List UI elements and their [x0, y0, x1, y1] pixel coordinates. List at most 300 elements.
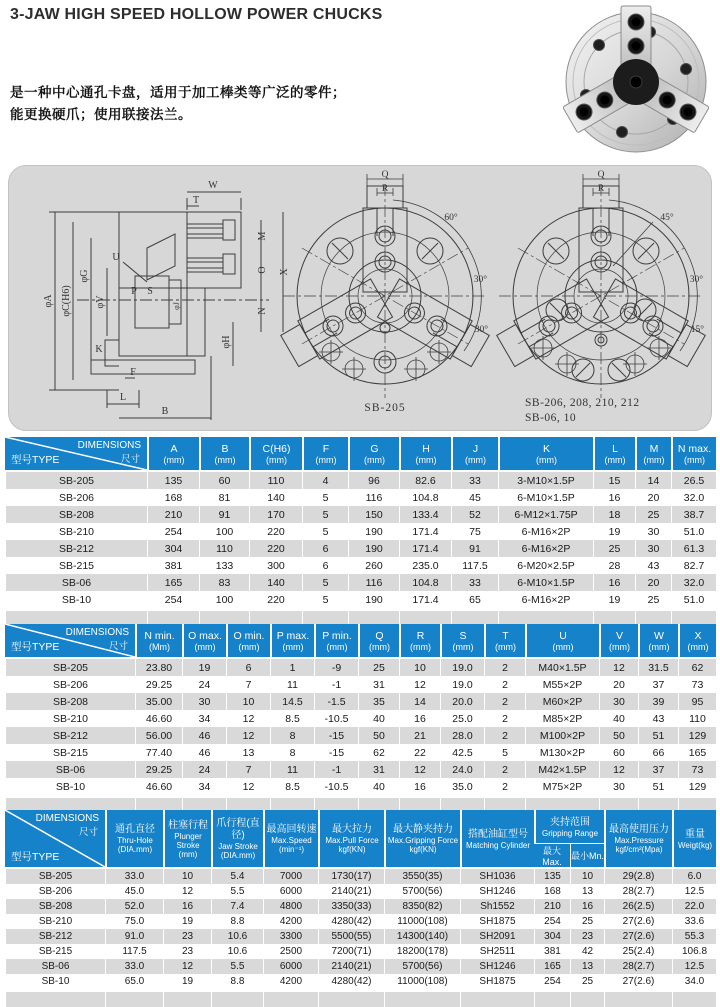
value-cell: 28.0 — [440, 727, 484, 744]
specifications-table — [5, 810, 716, 1007]
value-cell: 2 — [484, 657, 525, 676]
model-cell: SB-210 — [5, 523, 147, 540]
value-cell: 30 — [635, 523, 671, 540]
value-cell: 12 — [399, 676, 440, 693]
value-cell: 133.4 — [399, 506, 451, 523]
value-cell: 28 — [593, 557, 635, 574]
table-row — [5, 489, 716, 506]
value-cell: 170 — [249, 506, 302, 523]
svg-text:30°: 30° — [473, 275, 487, 285]
model-cell: SB-10 — [5, 778, 135, 795]
value-cell: 140 — [249, 574, 302, 591]
svg-text:K: K — [95, 344, 103, 355]
table-row — [5, 944, 716, 959]
value-cell: 165 — [678, 744, 716, 761]
value-cell: 11 — [270, 761, 314, 778]
model-cell: SB-212 — [5, 540, 147, 557]
model-cell: SB-215 — [5, 744, 135, 761]
table-row — [5, 727, 716, 744]
value-cell: 6-M10×1.5P — [498, 489, 593, 506]
value-cell: 25 — [570, 974, 604, 989]
value-cell: 51.0 — [671, 523, 716, 540]
value-cell: 52.0 — [105, 899, 163, 914]
value-cell: 23 — [163, 929, 211, 944]
caption-line-1: SB-206, 208, 210, 212 — [525, 397, 640, 409]
page-title: 3-JAW HIGH SPEED HOLLOW POWER CHUCKS — [10, 6, 383, 23]
value-cell: 8.5 — [270, 710, 314, 727]
front-view-sb206 — [495, 170, 707, 400]
svg-text:φH: φH — [221, 335, 232, 349]
value-cell: -1.5 — [314, 693, 358, 710]
value-cell: 25 — [593, 540, 635, 557]
value-cell: 18 — [593, 506, 635, 523]
table-row — [5, 710, 716, 727]
value-cell: 24.0 — [440, 761, 484, 778]
value-cell: 14 — [399, 693, 440, 710]
value-cell: 2140(21) — [318, 959, 384, 974]
value-cell: 25(2.4) — [604, 944, 672, 959]
value-cell: 33 — [451, 470, 498, 489]
value-cell: 33 — [451, 574, 498, 591]
value-cell: 11000(108) — [384, 914, 460, 929]
column-header-pull-force: 最大拉力 Max.Pull Force kgf(KN) — [318, 810, 384, 867]
model-cell: SB-210 — [5, 914, 105, 929]
value-cell: 2 — [484, 710, 525, 727]
value-cell: 12 — [163, 959, 211, 974]
value-cell: 100 — [199, 591, 249, 608]
column-header: N max. (mm) — [671, 437, 716, 470]
value-cell: 10.6 — [211, 929, 263, 944]
value-cell: 165 — [534, 959, 570, 974]
value-cell: 32.0 — [671, 489, 716, 506]
value-cell: 19.0 — [440, 676, 484, 693]
empty-cell — [460, 989, 534, 1007]
value-cell: 171.4 — [399, 591, 451, 608]
value-cell: 110 — [249, 470, 302, 489]
value-cell: 12 — [599, 761, 638, 778]
value-cell: -1 — [314, 761, 358, 778]
value-cell: 10 — [226, 693, 270, 710]
dimensions-table-2 — [5, 624, 716, 815]
column-header: J (mm) — [451, 437, 498, 470]
value-cell: 2 — [484, 693, 525, 710]
svg-text:F: F — [130, 367, 136, 378]
value-cell: SH1036 — [460, 867, 534, 884]
value-cell: 129 — [678, 778, 716, 795]
value-cell: 110 — [199, 540, 249, 557]
value-cell: 1 — [270, 657, 314, 676]
corner-dimensions-label: DIMENSIONS — [77, 440, 141, 451]
value-cell: 300 — [249, 557, 302, 574]
value-cell: 220 — [249, 523, 302, 540]
value-cell: 28(2.7) — [604, 959, 672, 974]
model-cell: SB-208 — [5, 506, 147, 523]
column-header: L (mm) — [593, 437, 635, 470]
value-cell: 7 — [226, 761, 270, 778]
table-row — [5, 914, 716, 929]
model-cell: SB-208 — [5, 693, 135, 710]
value-cell: 30 — [599, 778, 638, 795]
value-cell: 22 — [399, 744, 440, 761]
value-cell: 25 — [570, 914, 604, 929]
empty-row — [5, 989, 716, 1007]
empty-cell — [604, 989, 672, 1007]
table-body — [5, 867, 716, 1007]
value-cell: 6 — [226, 657, 270, 676]
column-header: P min. (mm) — [314, 624, 358, 657]
column-header-jaw-stroke: 爪行程(直径) Jaw Stroke (DIA.mm) — [211, 810, 263, 867]
value-cell: 7200(71) — [318, 944, 384, 959]
value-cell: 7 — [226, 676, 270, 693]
table-row — [5, 574, 716, 591]
description-text — [10, 82, 346, 126]
svg-text:Q: Q — [597, 170, 605, 180]
front-view-caption-sb206 — [525, 396, 715, 426]
column-header: H (mm) — [399, 437, 451, 470]
empty-cell — [534, 989, 570, 1007]
value-cell: 190 — [348, 540, 399, 557]
svg-text:30°: 30° — [689, 275, 703, 285]
value-cell: 27(2.6) — [604, 929, 672, 944]
empty-cell — [5, 989, 105, 1007]
value-cell: 20 — [635, 574, 671, 591]
value-cell: 22.0 — [672, 899, 716, 914]
value-cell: -15 — [314, 744, 358, 761]
value-cell: 37 — [638, 761, 678, 778]
model-cell: SB-212 — [5, 929, 105, 944]
value-cell: 4200 — [263, 914, 318, 929]
value-cell: SH2511 — [460, 944, 534, 959]
table-row — [5, 884, 716, 899]
svg-text:N: N — [257, 307, 268, 315]
value-cell: 381 — [534, 944, 570, 959]
column-header-weight: 重量 Weigt(kg) — [672, 810, 716, 867]
value-cell: 20.0 — [440, 693, 484, 710]
value-cell: 20 — [599, 676, 638, 693]
table-row — [5, 693, 716, 710]
value-cell: 42 — [570, 944, 604, 959]
caption-line-2: SB-06, 10 — [525, 412, 577, 424]
value-cell: 168 — [534, 884, 570, 899]
value-cell: 6000 — [263, 884, 318, 899]
value-cell: 190 — [348, 523, 399, 540]
value-cell: 23 — [570, 929, 604, 944]
value-cell: 117.5 — [105, 944, 163, 959]
value-cell: 62 — [678, 657, 716, 676]
model-cell: SB-10 — [5, 974, 105, 989]
value-cell: 11 — [270, 676, 314, 693]
svg-text:Q: Q — [381, 170, 389, 180]
value-cell: 2 — [484, 727, 525, 744]
svg-text:X: X — [279, 268, 290, 276]
value-cell: 65.0 — [105, 974, 163, 989]
value-cell: 2500 — [263, 944, 318, 959]
value-cell: 43 — [638, 710, 678, 727]
value-cell: 12.5 — [672, 959, 716, 974]
front-view-caption-sb205: SB-205 — [364, 402, 406, 414]
corner-type-label: 型号TYPE — [11, 641, 60, 653]
description-line-2: 能更换硬爪；使用联接法兰。 — [10, 107, 192, 122]
value-cell: 254 — [534, 914, 570, 929]
value-cell: 66 — [638, 744, 678, 761]
value-cell: 25.0 — [440, 710, 484, 727]
value-cell: 16 — [593, 489, 635, 506]
value-cell: 15 — [593, 470, 635, 489]
header-row — [5, 624, 716, 657]
table-row — [5, 523, 716, 540]
value-cell: 39 — [638, 693, 678, 710]
column-header-matching-cylinder: 搭配油缸型号 Matching Cylinder — [460, 810, 534, 867]
value-cell: 5 — [302, 506, 348, 523]
value-cell: 260 — [348, 557, 399, 574]
value-cell: 106.8 — [672, 944, 716, 959]
product-photo — [542, 0, 720, 158]
svg-text:φG: φG — [79, 269, 90, 283]
empty-cell — [163, 989, 211, 1007]
value-cell: 6000 — [263, 959, 318, 974]
value-cell: 18200(178) — [384, 944, 460, 959]
corner-dimensions-label: DIMENSIONS — [65, 627, 129, 638]
value-cell: 8.5 — [270, 778, 314, 795]
model-cell: SB-215 — [5, 557, 147, 574]
value-cell: -10.5 — [314, 710, 358, 727]
table-row — [5, 974, 716, 989]
value-cell: 40 — [358, 778, 399, 795]
value-cell: 129 — [678, 727, 716, 744]
value-cell: 3300 — [263, 929, 318, 944]
value-cell: 65 — [451, 591, 498, 608]
value-cell: 37 — [638, 676, 678, 693]
table-row — [5, 540, 716, 557]
model-cell: SB-206 — [5, 676, 135, 693]
value-cell: 35 — [358, 693, 399, 710]
value-cell: 25 — [358, 657, 399, 676]
column-header: W (mm) — [638, 624, 678, 657]
value-cell: 32.0 — [671, 574, 716, 591]
svg-text:φV: φV — [95, 295, 106, 309]
column-header-gripping-force: 最大静夹持力 Max.Gripping Force kgf(KN) — [384, 810, 460, 867]
value-cell: 16 — [163, 899, 211, 914]
value-cell: 19 — [182, 657, 226, 676]
value-cell: 2 — [484, 676, 525, 693]
value-cell: 31.5 — [638, 657, 678, 676]
value-cell: 4800 — [263, 899, 318, 914]
value-cell: 8 — [270, 727, 314, 744]
value-cell: M60×2P — [525, 693, 599, 710]
value-cell: 45.0 — [105, 884, 163, 899]
subcolumn-max: 最大Max. — [534, 843, 570, 867]
value-cell: 40 — [358, 710, 399, 727]
column-header: A (mm) — [147, 437, 199, 470]
value-cell: 5700(56) — [384, 884, 460, 899]
value-cell: SH1875 — [460, 914, 534, 929]
value-cell: 52 — [451, 506, 498, 523]
column-header: S (mm) — [440, 624, 484, 657]
value-cell: 12 — [163, 884, 211, 899]
value-cell: SH2091 — [460, 929, 534, 944]
value-cell: 5.4 — [211, 867, 263, 884]
value-cell: M42×1.5P — [525, 761, 599, 778]
model-cell: SB-06 — [5, 761, 135, 778]
value-cell: 33.0 — [105, 867, 163, 884]
value-cell: 12 — [399, 761, 440, 778]
value-cell: 51 — [638, 727, 678, 744]
value-cell: 3350(33) — [318, 899, 384, 914]
value-cell: 83 — [199, 574, 249, 591]
value-cell: M130×2P — [525, 744, 599, 761]
column-header: C(H6) (mm) — [249, 437, 302, 470]
table-row — [5, 761, 716, 778]
table-row — [5, 959, 716, 974]
value-cell: 6 — [302, 540, 348, 557]
value-cell: 61.3 — [671, 540, 716, 557]
model-cell: SB-205 — [5, 657, 135, 676]
model-cell: SB-205 — [5, 867, 105, 884]
value-cell: 50 — [599, 727, 638, 744]
value-cell: 150 — [348, 506, 399, 523]
empty-cell — [263, 989, 318, 1007]
svg-text:15°: 15° — [690, 325, 704, 335]
column-header: O min. (mm) — [226, 624, 270, 657]
value-cell: 254 — [147, 523, 199, 540]
table-body — [5, 470, 716, 628]
svg-text:B: B — [161, 406, 169, 417]
svg-text:φA: φA — [43, 294, 54, 308]
value-cell: 254 — [534, 974, 570, 989]
column-header: O max. (mm) — [182, 624, 226, 657]
value-cell: 8350(82) — [384, 899, 460, 914]
value-cell: 220 — [249, 591, 302, 608]
corner-size-label: 尺寸 — [120, 454, 140, 465]
value-cell: 5.5 — [211, 884, 263, 899]
value-cell: 381 — [147, 557, 199, 574]
value-cell: 23.80 — [135, 657, 182, 676]
value-cell: 14300(140) — [384, 929, 460, 944]
value-cell: 6-M16×2P — [498, 523, 593, 540]
empty-cell — [384, 989, 460, 1007]
value-cell: 20 — [635, 489, 671, 506]
column-header: P max. (mm) — [270, 624, 314, 657]
table-row — [5, 929, 716, 944]
value-cell: 210 — [147, 506, 199, 523]
value-cell: 110 — [678, 710, 716, 727]
table-row — [5, 657, 716, 676]
value-cell: 6 — [302, 557, 348, 574]
value-cell: 19 — [593, 591, 635, 608]
value-cell: M75×2P — [525, 778, 599, 795]
value-cell: 16 — [593, 574, 635, 591]
value-cell: 13 — [570, 884, 604, 899]
svg-text:T: T — [192, 195, 200, 206]
section-labels — [43, 180, 290, 417]
svg-text:M: M — [257, 231, 268, 241]
empty-cell — [570, 989, 604, 1007]
value-cell: 2140(21) — [318, 884, 384, 899]
value-cell: 27(2.6) — [604, 974, 672, 989]
value-cell: 5.5 — [211, 959, 263, 974]
value-cell: 29.25 — [135, 676, 182, 693]
value-cell: 6-M20×2.5P — [498, 557, 593, 574]
value-cell: 7.4 — [211, 899, 263, 914]
svg-text:R: R — [381, 184, 389, 194]
value-cell: 27(2.6) — [604, 914, 672, 929]
column-header-max-speed: 最高回转速 Max.Speed (min⁻¹) — [263, 810, 318, 867]
model-cell: SB-205 — [5, 470, 147, 489]
svg-text:60°: 60° — [444, 213, 458, 223]
table-row — [5, 867, 716, 884]
model-cell: SB-215 — [5, 944, 105, 959]
value-cell: 12 — [226, 727, 270, 744]
value-cell: 10 — [570, 867, 604, 884]
value-cell: 6-M10×1.5P — [498, 574, 593, 591]
value-cell: 254 — [147, 591, 199, 608]
model-cell: SB-206 — [5, 884, 105, 899]
value-cell: 6-M12×1.75P — [498, 506, 593, 523]
value-cell: 60 — [199, 470, 249, 489]
value-cell: 168 — [147, 489, 199, 506]
column-header-gripping-range: 夹持范围 Gripping Range — [534, 810, 604, 843]
value-cell: 116 — [348, 574, 399, 591]
value-cell: 16 — [399, 778, 440, 795]
value-cell: 25 — [635, 506, 671, 523]
model-cell: SB-06 — [5, 959, 105, 974]
value-cell: 75.0 — [105, 914, 163, 929]
value-cell: 171.4 — [399, 540, 451, 557]
value-cell: 16 — [399, 710, 440, 727]
front-view-sb205 — [279, 170, 491, 400]
value-cell: -15 — [314, 727, 358, 744]
value-cell: 26.5 — [671, 470, 716, 489]
table-body — [5, 657, 716, 815]
svg-text:φC(H6): φC(H6) — [61, 285, 72, 317]
value-cell: 12 — [599, 657, 638, 676]
value-cell: 19 — [163, 914, 211, 929]
value-cell: M85×2P — [525, 710, 599, 727]
model-cell: SB-06 — [5, 574, 147, 591]
value-cell: 8.8 — [211, 974, 263, 989]
value-cell: 8 — [270, 744, 314, 761]
value-cell: 96 — [348, 470, 399, 489]
value-cell: 5700(56) — [384, 959, 460, 974]
value-cell: 117.5 — [451, 557, 498, 574]
value-cell: 6.0 — [672, 867, 716, 884]
value-cell: 33.6 — [672, 914, 716, 929]
value-cell: 12.5 — [672, 884, 716, 899]
value-cell: 304 — [534, 929, 570, 944]
column-header: X (mm) — [678, 624, 716, 657]
value-cell: Sh1552 — [460, 899, 534, 914]
corner-type-label: 型号TYPE — [11, 851, 60, 863]
value-cell: 42.5 — [440, 744, 484, 761]
svg-text:U: U — [112, 252, 120, 263]
value-cell: 6-M16×2P — [498, 591, 593, 608]
value-cell: 104.8 — [399, 574, 451, 591]
value-cell: -10.5 — [314, 778, 358, 795]
value-cell: 10 — [399, 657, 440, 676]
corner-size-label: 尺寸 — [108, 641, 128, 652]
value-cell: 5 — [302, 523, 348, 540]
column-header: V (mm) — [599, 624, 638, 657]
model-cell: SB-210 — [5, 710, 135, 727]
value-cell: 135 — [534, 867, 570, 884]
svg-text:R: R — [597, 184, 605, 194]
value-cell: 91 — [199, 506, 249, 523]
value-cell: 46.60 — [135, 778, 182, 795]
svg-text:30°: 30° — [474, 325, 488, 335]
value-cell: 82.6 — [399, 470, 451, 489]
value-cell: 8.8 — [211, 914, 263, 929]
value-cell: 81 — [199, 489, 249, 506]
